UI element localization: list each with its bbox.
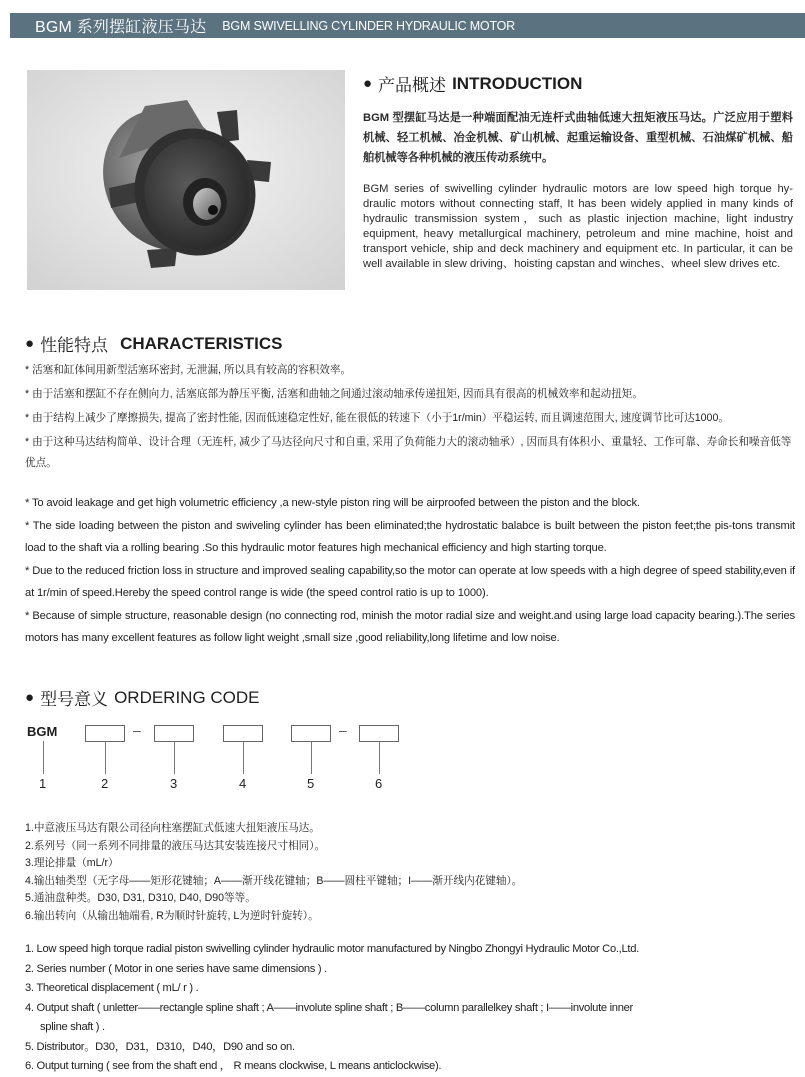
characteristic-item: * To avoid leakage and get high volumetric efficiency ,a new-style piston ring will be airproofed between the piston and the block.	[25, 497, 640, 509]
characteristics-list-en	[25, 492, 795, 650]
characteristics-list-zh	[25, 360, 795, 477]
ordering-code-item: 5. Distributor。D30，D31，D310，D40，D90 and so on.	[25, 1040, 295, 1053]
code-number: 5	[307, 776, 315, 791]
header-title-en: BGM SWIVELLING CYLINDER HYDRAULIC MOTOR	[222, 18, 516, 33]
characteristics-heading	[25, 331, 283, 356]
code-prefix: BGM	[27, 724, 58, 739]
introduction-text-zh: BGM 型摆缸马达是一种端面配油无连杆式曲轴低速大扭矩液压马达。广泛应用于塑料机械、轻工机械、冶金机械、矿山机械、起重运输设备、重型机械、石油煤矿机械、船舶机械等各种机械的液压传动系统中。	[363, 112, 793, 164]
characteristics-heading-en: CHARACTERISTICS	[120, 333, 283, 353]
ordering-code-item: 1. Low speed high torque radial piston swivelling cylinder hydraulic motor manufactured by Ningbo Zhongyi Hydraulic Motor Co.,Ltd.	[25, 943, 639, 955]
ordering-code-item: 3.理论排量（mL/r）	[25, 857, 119, 869]
code-number: 2	[101, 776, 109, 791]
code-leader-line	[43, 741, 44, 774]
code-leader-line	[311, 741, 312, 774]
bullet-icon: ●	[363, 75, 373, 92]
ordering-code-item-continued: spline shaft ) .	[40, 1021, 105, 1033]
characteristic-item: * 活塞和缸体间用新型活塞环密封, 无泄漏, 所以具有较高的容积效率。	[25, 364, 352, 376]
code-box-4	[223, 725, 263, 742]
ordering-code-item: 1.中意液压马达有限公司径向柱塞摆缸式低速大扭矩液压马达。	[25, 822, 320, 834]
characteristic-item: * Due to the reduced friction loss in structure and improved sealing capability,so the motor can operate at low speeds with a high degree of speed stability,even if at 1r/min of speed.Hereby the speed control range is wide (the speed control ratio is up to 1000).	[25, 564, 795, 599]
ordering-code-diagram	[25, 718, 425, 793]
ordering-code-list-zh	[25, 820, 585, 925]
header-title-zh: BGM 系列摆缸液压马达	[35, 19, 207, 36]
characteristic-item: * 由于这种马达结构简单、设计合理（无连杆, 减少了马达径向尺寸和自重, 采用了负荷能力大的滚动轴承）, 因而具有体积小、重量轻、工作可靠、寿命长和噪音低等优点。	[25, 436, 792, 469]
code-leader-line	[243, 741, 244, 774]
characteristic-item: * The side loading between the piston and swiveling cylinder has been eliminated;the hydrostatic balabce is built between the piston feet;the pis-tons transmit load to the shaft via a rolling bearing .So this hydraulic motor features high mechanical efficiency and high starting torque.	[25, 519, 795, 554]
page-header-bar	[10, 13, 805, 38]
ordering-code-item: 3. Theoretical displacement ( mL/ r ) .	[25, 982, 199, 994]
bullet-icon: ●	[25, 689, 35, 706]
ordering-code-item: 4. Output shaft ( unletter——rectangle spline shaft ; A——involute spline shaft ; B——column parallelkey shaft ; I——involute inner	[25, 1001, 633, 1014]
bullet-icon: ●	[25, 335, 35, 352]
introduction-heading-en: INTRODUCTION	[452, 73, 583, 93]
code-dash: –	[339, 722, 347, 738]
ordering-code-item: 6. Output turning ( see from the shaft end ， R means clockwise, L means anticlockwise).	[25, 1060, 442, 1072]
code-leader-line	[105, 741, 106, 774]
ordering-code-heading-zh: 型号意义	[40, 690, 109, 709]
code-box-5	[291, 725, 331, 742]
introduction-heading	[363, 71, 582, 96]
code-number: 6	[375, 776, 383, 791]
code-box-3	[154, 725, 194, 742]
characteristic-item: * 由于活塞和摆缸不存在侧向力, 活塞底部为静压平衡, 活塞和曲轴之间通过滚动轴承传递扭矩, 因而具有很高的机械效率和起动扭矩。	[25, 388, 643, 400]
ordering-code-item: 2.系列号（同一系列不同排量的液压马达其安装连接尺寸相同）。	[25, 839, 326, 852]
ordering-code-list-en	[25, 940, 745, 1077]
ordering-code-heading-en: ORDERING CODE	[114, 687, 260, 707]
code-box-2	[85, 725, 125, 742]
ordering-code-item: 4.输出轴类型（无字母——矩形花键轴；A——渐开线花键轴；B——圆柱平键轴；I——渐开线内花键轴）。	[25, 874, 523, 887]
ordering-code-item: 2. Series number ( Motor in one series have same dimensions ) .	[25, 962, 327, 975]
ordering-code-heading	[25, 685, 260, 710]
ordering-code-item: 5.通油盘种类。D30, D31, D310, D40, D90等等。	[25, 892, 256, 904]
code-leader-line	[174, 741, 175, 774]
characteristic-item: * 由于结构上减少了摩擦损失, 提高了密封性能, 因而低速稳定性好, 能在很低的转速下（小于1r/min）平稳运转, 而且调速范围大, 速度调节比可达1000。	[25, 412, 729, 424]
introduction-heading-zh: 产品概述	[378, 76, 447, 95]
characteristics-heading-zh: 性能特点	[40, 336, 109, 355]
introduction-text-en: BGM series of swivelling cylinder hydraulic motors are low speed high torque hy-draulic motors without connecting staff, It has been widely applied in many kinds of hydraulic transmission system，such as plastic injection machine, light industry equipment, heavy metallurgical machinery, petroleum and mine machine, hoist and transport vehicle, ship and deck machinery and equipment etc. In particular, it can be well available in slew driving、hoisting capstan and winches、wheel slew drives etc.	[363, 183, 793, 270]
code-dash: –	[133, 722, 141, 738]
motor-product-image	[27, 70, 345, 290]
code-number: 1	[39, 776, 47, 791]
ordering-code-item: 6.输出转向（从输出轴端看, R为顺时针旋转, L为逆时针旋转）。	[25, 909, 319, 922]
code-number: 3	[170, 776, 178, 791]
code-leader-line	[379, 741, 380, 774]
code-number: 4	[239, 776, 247, 791]
characteristic-item: * Because of simple structure, reasonable design (no connecting rod, minish the motor radial size and weight.and using large load capacity bearing.).The series motors has many excellent features as follow light weight ,small size ,good reliability,long lifetime and low noise.	[25, 609, 795, 644]
code-box-6	[359, 725, 399, 742]
